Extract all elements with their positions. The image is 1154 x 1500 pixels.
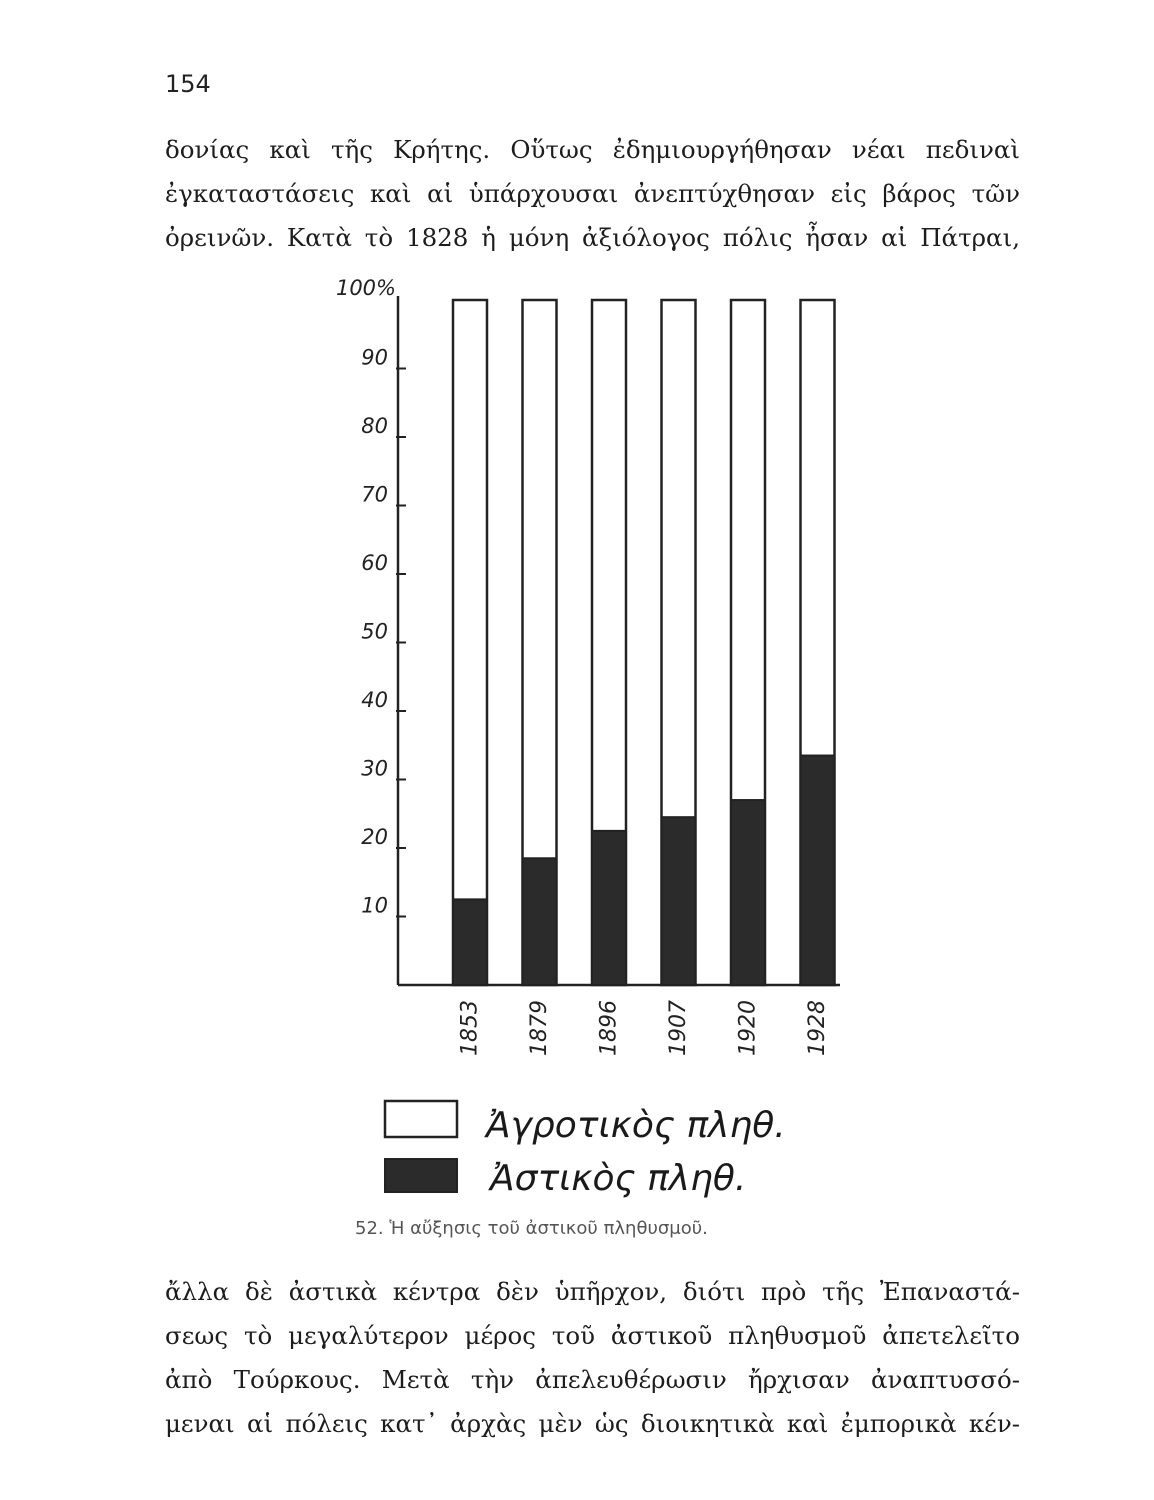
y-tick-label: 30 xyxy=(361,756,388,781)
bar-urban xyxy=(523,858,557,985)
bar-urban xyxy=(453,899,487,985)
text-line: ἄλλα δὲ ἀστικὰ κέντρα δὲν ὑπῆρχον, διότι πρὸ τῆς Ἐπαναστά- xyxy=(165,1277,1020,1306)
bar-urban xyxy=(592,831,626,985)
y-tick-label: 70 xyxy=(361,482,388,507)
chart-x-labels xyxy=(458,1000,831,1056)
y-tick-label: 90 xyxy=(361,345,388,370)
x-tick-label: 1853 xyxy=(457,1000,483,1056)
bar-urban xyxy=(801,756,835,985)
x-tick-label: 1928 xyxy=(805,1000,830,1056)
y-tick-label: 20 xyxy=(361,825,388,849)
x-tick-label: 1920 xyxy=(735,1000,761,1056)
legend-label-rural: Ἀγροτικὸς πληθ. xyxy=(486,1105,786,1146)
text-line: δονίας καὶ τῆς Κρήτης. Οὕτως ἐδημιουργήθησαν νέαι πεδιναὶ xyxy=(165,135,1020,164)
bar-urban xyxy=(731,800,765,985)
y-tick-label: 60 xyxy=(361,551,388,575)
chart-legend xyxy=(385,1101,786,1199)
legend-swatch-rural xyxy=(385,1101,457,1137)
chart-bars xyxy=(453,300,835,985)
chart-ticks xyxy=(336,276,406,918)
legend-label-urban: Ἀστικὸς πληθ. xyxy=(490,1158,747,1199)
x-tick-label: 1907 xyxy=(666,1000,691,1056)
x-tick-label: 1896 xyxy=(596,1000,622,1056)
text-line: ἐγκαταστάσεις καὶ αἱ ὑπάρχουσαι ἀνεπτύχθησαν εἰς βάρος τῶν xyxy=(165,179,1020,208)
text-line: σεως τὸ μεγαλύτερον μέρος τοῦ ἀστικοῦ πληθυσμοῦ ἀπετελεῖτο xyxy=(165,1321,1020,1350)
text-line: ὀρεινῶν. Κατὰ τὸ 1828 ἡ μόνη ἀξιόλογος πόλις ἦσαν αἱ Πάτραι, xyxy=(165,223,1020,252)
y-tick-label: 40 xyxy=(361,688,388,712)
legend-swatch-urban xyxy=(385,1159,457,1192)
bar-rural xyxy=(453,300,487,985)
y-tick-label: 100% xyxy=(335,276,396,300)
bar-urban xyxy=(662,817,696,985)
figure-caption: 52. Ἡ αὔξησις τοῦ ἀστικοῦ πληθυσμοῦ. xyxy=(355,1218,708,1239)
text-line: μεναι αἱ πόλεις κατ᾽ ἀρχὰς μὲν ὡς διοικητικὰ καὶ ἐμπορικὰ κέν- xyxy=(165,1409,1020,1438)
text-line: ἀπὸ Τούρκους. Μετὰ τὴν ἀπελευθέρωσιν ἤρχισαν ἀναπτυσσό- xyxy=(165,1365,1020,1394)
y-tick-label: 10 xyxy=(361,893,388,918)
y-tick-label: 80 xyxy=(361,414,388,438)
y-tick-label: 50 xyxy=(361,619,388,644)
page-number: 154 xyxy=(165,70,211,98)
bottom-paragraph xyxy=(165,1270,1020,1446)
x-tick-label: 1879 xyxy=(527,1000,552,1056)
